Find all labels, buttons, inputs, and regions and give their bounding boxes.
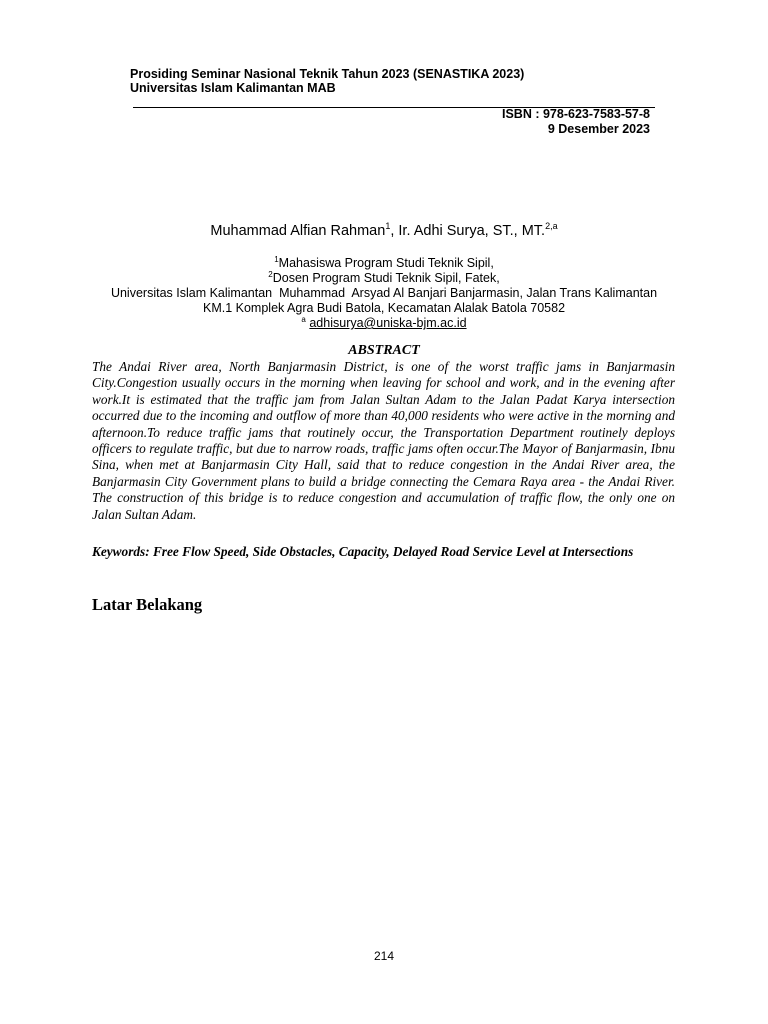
affiliation-marker: 1 — [274, 255, 279, 264]
author-name: Ir. Adhi Surya, ST., MT. — [398, 223, 546, 239]
affiliation-line: Universitas Islam Kalimantan Muhammad Arsyad Al Banjari Banjarmasin, Jalan Trans Kalimantan — [110, 286, 658, 300]
affiliation-marker: 2 — [268, 270, 273, 279]
author-affiliation-marker: 2,a — [545, 221, 558, 231]
author-affiliation-marker: 1 — [385, 221, 391, 231]
proceedings-title: Prosiding Seminar Nasional Teknik Tahun 2023 (SENASTIKA 2023) Universitas Islam Kalimantan MAB — [130, 67, 525, 95]
author-name: Muhammad Alfian Rahman — [210, 223, 386, 239]
email-line — [0, 316, 768, 331]
author-list — [0, 222, 768, 240]
conference-date: 9 Desember 2023 — [547, 122, 650, 136]
affiliation-line: KM.1 Komplek Agra Budi Batola, Kecamatan Alalak Batola 70582 — [202, 301, 566, 315]
author-separator: , — [390, 223, 399, 239]
abstract-body: The Andai River area, North Banjarmasin District, is one of the worst traffic jams in Banjarmasin City.Congestion usually occurs in the morning when leaving for school and work, and in the evening after work.It is estimated that the traffic jam from Jalan Sultan Adam to the Jalan Padat Karya intersection occurred due to the incoming and outflow of more than 40,000 residents who were active in the morning and afternoon.To reduce traffic jams that routinely occur, the Transportation Department routinely deploys officers to regulate traffic, but due to narrow roads, traffic jams often occur.The Mayor of Banjarmasin, Ibnu Sina, when met at Banjarmasin City Hall, said that to reduce congestion in the Andai River area, the Banjarmasin City Government plans to build a bridge connecting the Cemara Raya area - the Andai River. The construction of this bridge is to reduce congestion and accumulation of traffic flow, the only one on Jalan Sultan Adam. — [92, 359, 675, 522]
email-marker: a — [301, 315, 306, 324]
affiliation-block — [0, 256, 768, 331]
email-link[interactable]: adhisurya@uniska-bjm.ac.id — [309, 316, 467, 330]
page-number: 214 — [373, 949, 395, 963]
section-heading: Latar Belakang — [92, 595, 203, 614]
isbn-label: ISBN : 978-623-7583-57-8 — [502, 107, 650, 121]
affiliation-line: $^1$Mahasiswa Program Studi Teknik Sipil, — [274, 255, 494, 270]
abstract-heading: ABSTRACT — [348, 343, 420, 358]
keywords: Keywords: Free Flow Speed, Side Obstacles, Capacity, Delayed Road Service Level at Intersections — [92, 544, 634, 559]
affiliation-line: $^2$Dosen Program Studi Teknik Sipil, Fatek, — [268, 270, 500, 285]
